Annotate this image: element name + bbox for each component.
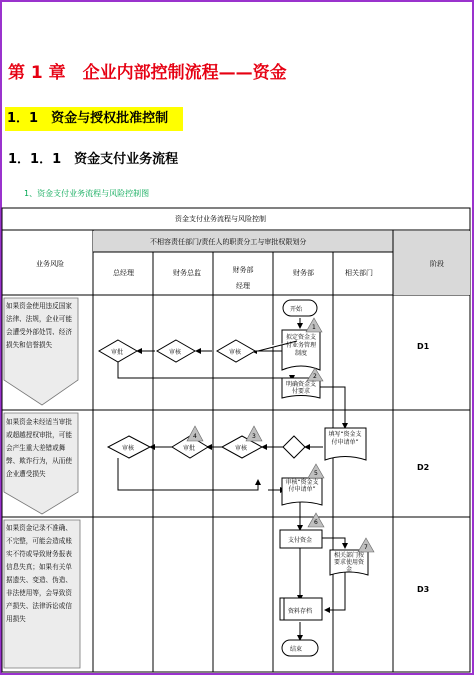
marker-1: 1 [312,324,316,331]
pay-label: 支付资金 [288,537,313,544]
stage-header: 阶段 [430,260,444,268]
review-app-label: 审核“资金支付申请单” [285,479,319,493]
section-title: 1．1 资金与授权批准控制 [5,107,183,131]
marker-7: 7 [364,544,368,551]
clarify-label: 明确资金支付要求 [285,381,316,395]
approve-cfo-2-label: 审批 [183,445,196,452]
risk-d3: 如果资金记录不准确、不完整，可能会造成账实不符或导致财务报表信息失真；如果有关单据遗失、变造、伪造、非法使用等，会导致资产损失、法律诉讼或信用损失 [6,524,72,623]
marker-5: 5 [314,470,318,477]
col-finance: 财务部 [293,269,314,277]
proposal-label: 拟定资金支付业务管理制度 [285,334,316,357]
table-title: 资金支付业务流程与风险控制 [175,215,266,223]
approve-gm-1-label: 审批 [111,349,124,356]
col-related: 相关部门 [345,269,373,277]
subsection-title: 1．1．1 资金支付业务流程 [8,152,179,167]
marker-6: 6 [314,519,318,526]
col-mgr: 财务部经理 [232,266,254,290]
approve-gm-2-label: 审核 [122,445,135,452]
stage-d1: D1 [417,342,430,351]
risk-d1: 如果资金使用违反国家法律、法规，企业可能会遭受外部处罚、经济损失和信誉损失 [6,302,72,349]
start-label: 开始 [290,306,303,313]
marker-4: 4 [193,433,197,440]
col-gm: 总经理 [113,269,134,277]
figure-caption: 1、资金支付业务流程与风险控制图 [24,189,150,198]
risk-d2: 如果资金未经适当审批或超越授权审批，可能会产生重大差错或舞弊、欺诈行为，从而使企业遭受损失 [6,418,72,478]
fill-app-label: 填写“资金支付申请单” [328,431,362,446]
risk-header: 业务风险 [36,260,64,268]
stage-d2: D2 [417,463,430,472]
marker-3: 3 [252,433,256,440]
approve-cfo-1-label: 审核 [169,349,182,356]
stage-d3: D3 [417,585,430,594]
marker-2: 2 [313,373,317,380]
archive-label: 资料存档 [288,608,313,615]
track-label: 相关部门按要求使用资金 [333,552,364,573]
duty-header: 不相容责任部门/责任人的职责分工与审批权限划分 [150,238,307,246]
col-cfo: 财务总监 [173,269,201,277]
review-mgr-1-label: 审核 [229,349,242,356]
review-mgr-2-label: 审核 [235,445,248,452]
end-label: 结束 [290,646,303,653]
chapter-title: 第 1 章 企业内部控制流程——资金 [8,63,287,83]
